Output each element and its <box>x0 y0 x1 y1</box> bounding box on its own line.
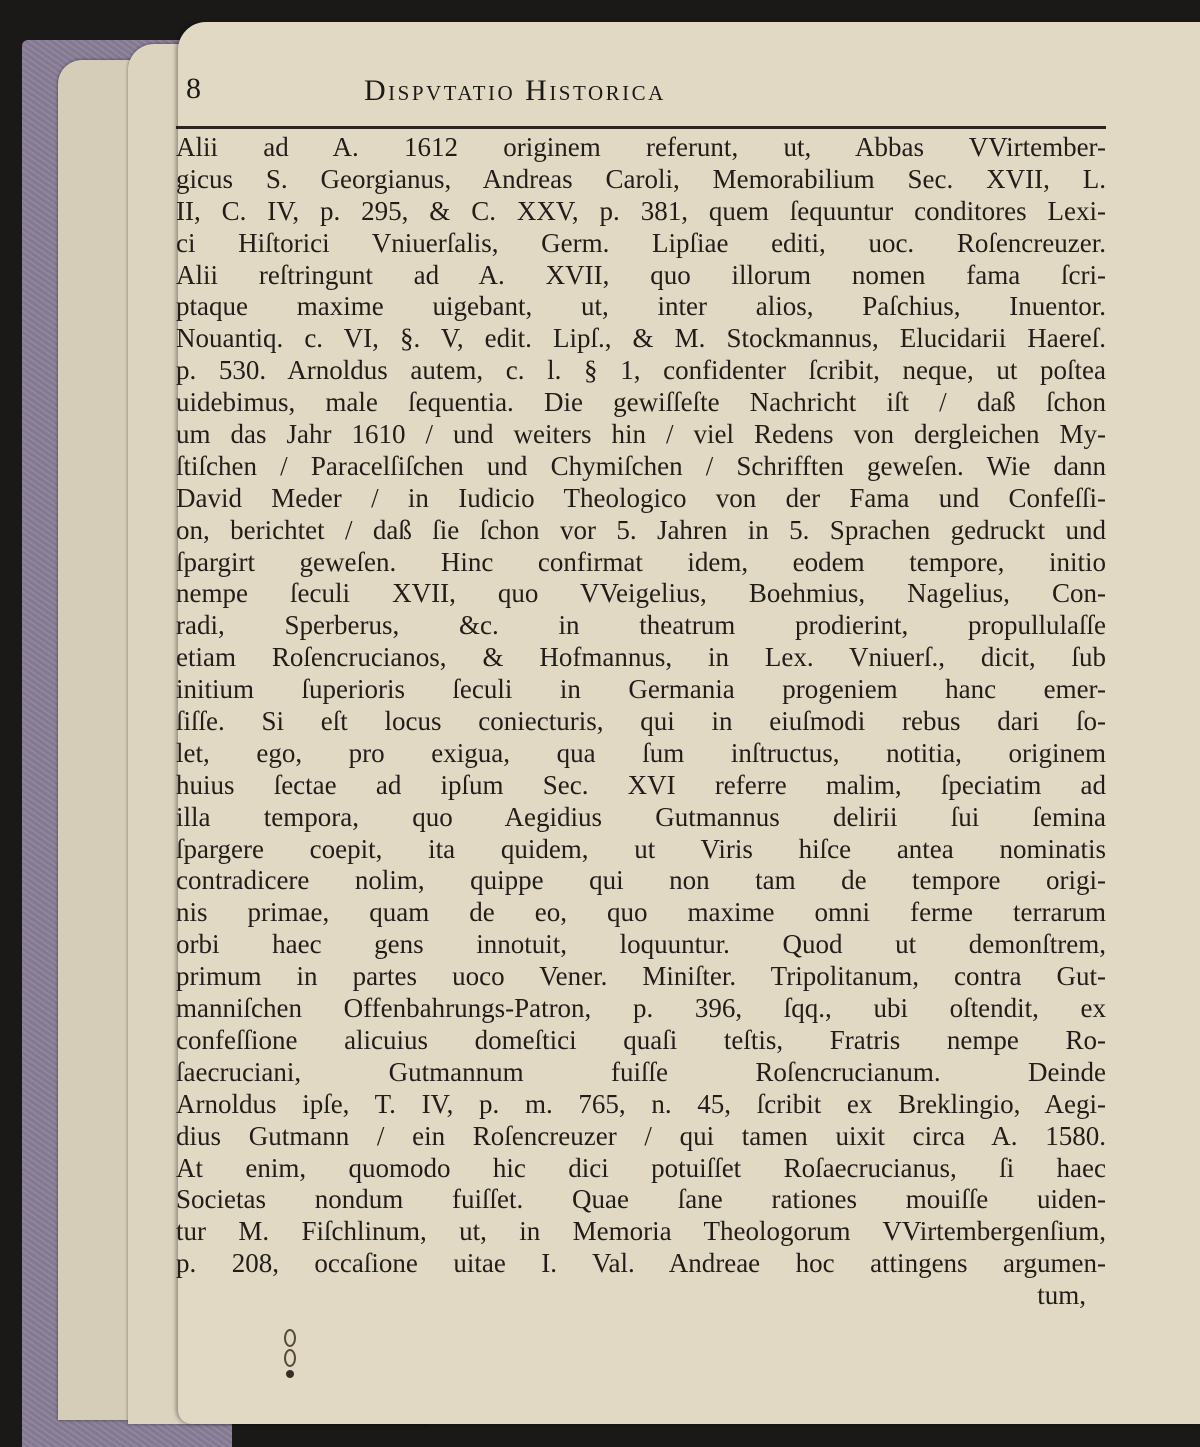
page-number: 8 <box>186 72 201 105</box>
text-line: uidebimus, male ſequentia. Die gewiſſeſte Nachricht iſt / daß ſchon <box>176 387 1106 418</box>
text-line: let, ego, pro exigua, qua ſum inſtructus, notitia, originem <box>176 737 1106 768</box>
text-line: ſpargirt geweſen. Hinc confirmat idem, eodem tempore, initio <box>176 546 1106 577</box>
text-line: Arnoldus ipſe, T. IV, p. m. 765, n. 45, ſcribit ex Breklingio, Aegi- <box>176 1088 1106 1119</box>
text-line: tum, <box>1037 1280 1086 1311</box>
text-line: illa tempora, quo Aegidius Gutmannus delirii ſui ſemina <box>176 801 1106 832</box>
text-line: huius ſectae ad ipſum Sec. XVI referre malim, ſpeciatim ad <box>176 769 1106 800</box>
text-line: gicus S. Georgianus, Andreas Caroli, Memorabilium Sec. XVII, L. <box>176 163 1106 194</box>
text-line: radi, Sperberus, &c. in theatrum prodierint, propullulaſſe <box>176 610 1106 641</box>
text-line: ſtiſchen / Paracelſiſchen und Chymiſchen / Schrifften geweſen. Wie dann <box>176 450 1106 481</box>
body-text <box>176 132 1106 1312</box>
text-line: on, berichtet / daß ſie ſchon vor 5. Jahren in 5. Sprachen gedruckt und <box>176 514 1106 545</box>
header-rule <box>176 126 1106 129</box>
text-line: nempe ſeculi XVII, quo VVeigelius, Boehmius, Nagelius, Con- <box>176 578 1106 609</box>
text-line: Alii ad A. 1612 originem referunt, ut, Abbas VVirtember- <box>176 132 1106 162</box>
text-line: ſaecruciani, Gutmannum fuiſſe Roſencrucianum. Deinde <box>176 1056 1106 1087</box>
text-line: initium ſuperioris ſeculi in Germania progeniem hanc emer- <box>176 674 1106 705</box>
text-line: David Meder / in Iudicio Theologico von der Fama und Confeſſi- <box>176 482 1106 513</box>
text-line: At enim, quomodo hic dici potuiſſet Roſaecrucianus, ſi haec <box>176 1152 1106 1183</box>
text-line: Nouantiq. c. VI, §. V, edit. Lipſ., & M. Stockmannus, Elucidarii Haereſ. <box>176 323 1106 354</box>
text-line: nis primae, quam de eo, quo maxime omni ferme terrarum <box>176 897 1106 928</box>
text-line: um das Jahr 1610 / und weiters hin / viel Redens von dergleichen My- <box>176 419 1106 450</box>
text-line: ptaque maxime uigebant, ut, inter alios, Paſchius, Inuentor. <box>176 291 1106 322</box>
text-line: ſpargere coepit, ita quidem, ut Viris hiſce antea nominatis <box>176 833 1106 864</box>
text-line: contradicere nolim, quippe qui non tam de tempore origi- <box>176 865 1106 896</box>
page-header <box>186 72 926 112</box>
text-line: Alii reſtringunt ad A. XVII, quo illorum nomen fama ſcri- <box>176 259 1106 290</box>
text-line: ſiſſe. Si eſt locus coniecturis, qui in eiuſmodi rebus dari ſo- <box>176 706 1106 737</box>
text-line: ci Hiſtorici Vniuerſalis, Germ. Lipſiae editi, uoc. Roſencreuzer. <box>176 227 1106 258</box>
text-line: II, C. IV, p. 295, & C. XXV, p. 381, quem ſequuntur conditores Lexi- <box>176 195 1106 226</box>
binding-thread <box>282 1328 298 1380</box>
text-line: p. 208, occaſione uitae I. Val. Andreae hoc attingens argumen- <box>176 1248 1106 1279</box>
text-line: primum in partes uoco Vener. Miniſter. Tripolitanum, contra Gut- <box>176 961 1106 992</box>
text-line: orbi haec gens innotuit, loquuntur. Quod ut demonſtrem, <box>176 929 1106 960</box>
text-line: Societas nondum fuiſſet. Quae ſane rationes mouiſſe uiden- <box>176 1184 1106 1215</box>
text-line: dius Gutmann / ein Roſencreuzer / qui tamen uixit circa A. 1580. <box>176 1120 1106 1151</box>
running-title: Dispvtatio Historica <box>364 74 666 107</box>
text-line: manniſchen Offenbahrungs-Patron, p. 396, ſqq., ubi oſtendit, ex <box>176 993 1106 1024</box>
text-line: p. 530. Arnoldus autem, c. l. § 1, confidenter ſcribit, neque, ut poſtea <box>176 355 1106 386</box>
text-line: etiam Roſencrucianos, & Hofmannus, in Lex. Vniuerſ., dicit, ſub <box>176 642 1106 673</box>
text-line: tur M. Fiſchlinum, ut, in Memoria Theologorum VVirtembergenſium, <box>176 1216 1106 1247</box>
text-line: confeſſione alicuius domeſtici quaſi teſtis, Fratris nempe Ro- <box>176 1024 1106 1055</box>
